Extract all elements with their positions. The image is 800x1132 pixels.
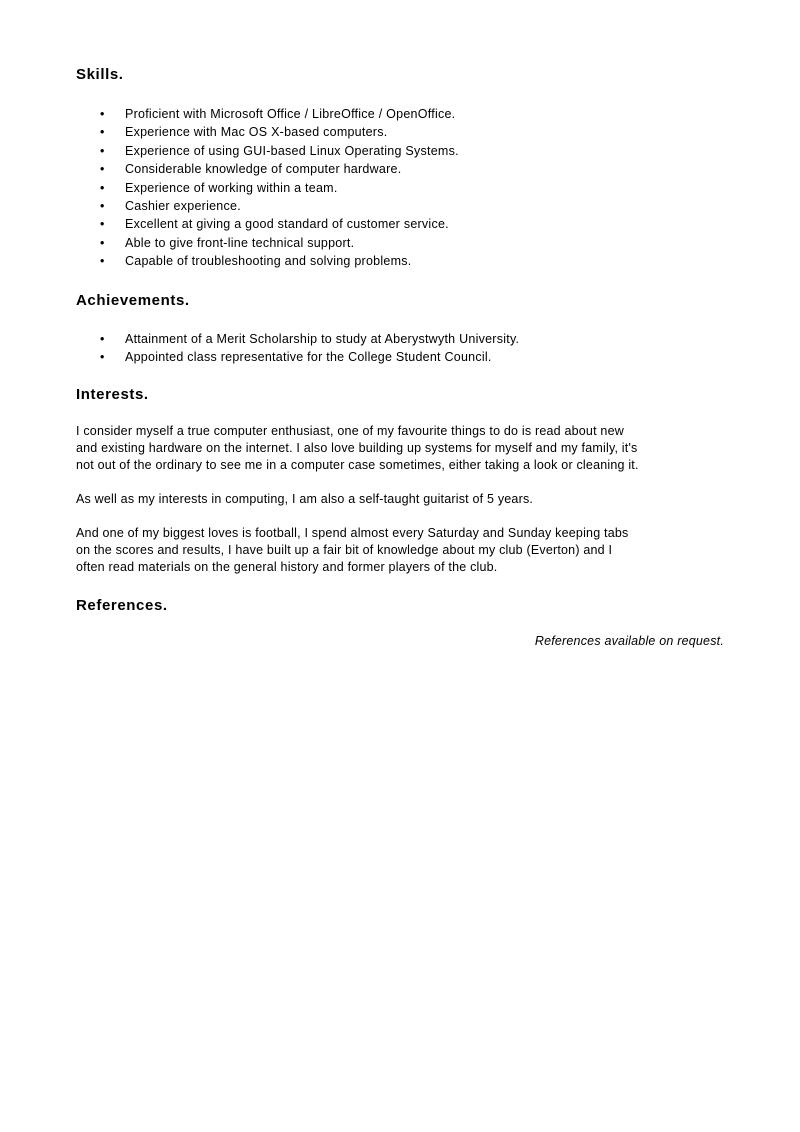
list-item: • Capable of troubleshooting and solving problems. xyxy=(76,252,724,270)
paragraph-line: often read materials on the general history and former players of the club. xyxy=(76,560,498,574)
paragraph-line: And one of my biggest loves is football, I spend almost every Saturday and Sunday keeping tabs xyxy=(76,526,629,540)
interests-paragraph-computing xyxy=(76,423,724,474)
references-note: References available on request. xyxy=(534,634,724,648)
interests-paragraph-guitar xyxy=(76,491,724,508)
list-item: • Experience of working within a team. xyxy=(76,179,724,197)
achievements-list xyxy=(76,330,724,367)
list-item: • Cashier experience. xyxy=(76,197,724,215)
paragraph-line: I consider myself a true computer enthusiast, one of my favourite things to do is read about new xyxy=(76,424,624,438)
list-item: • Experience of using GUI-based Linux Operating Systems. xyxy=(76,142,724,160)
list-item: • Considerable knowledge of computer hardware. xyxy=(76,160,724,178)
interests-paragraph-football xyxy=(76,525,724,576)
list-item: • Experience with Mac OS X-based computers. xyxy=(76,123,724,141)
paragraph-line: on the scores and results, I have built up a fair bit of knowledge about my club (Everton) and I xyxy=(76,543,613,557)
interests-heading: Interests. xyxy=(76,386,149,403)
references-heading: References. xyxy=(76,597,168,614)
list-item: • Able to give front-line technical support. xyxy=(76,234,724,252)
achievements-heading: Achievements. xyxy=(76,292,190,309)
skills-heading: Skills. xyxy=(76,66,124,83)
list-item: • Attainment of a Merit Scholarship to study at Aberystwyth University. xyxy=(76,330,724,348)
list-item: • Excellent at giving a good standard of customer service. xyxy=(76,215,724,233)
list-item: • Proficient with Microsoft Office / LibreOffice / OpenOffice. xyxy=(76,105,724,123)
list-item: • Appointed class representative for the College Student Council. xyxy=(76,348,724,366)
paragraph-line: and existing hardware on the internet. I also love building up systems for myself and my family, it's xyxy=(76,441,638,455)
skills-list xyxy=(76,105,724,271)
paragraph-line: not out of the ordinary to see me in a computer case sometimes, either taking a look or cleaning it. xyxy=(76,458,639,472)
paragraph-line: As well as my interests in computing, I am also a self-taught guitarist of 5 years. xyxy=(76,492,534,506)
